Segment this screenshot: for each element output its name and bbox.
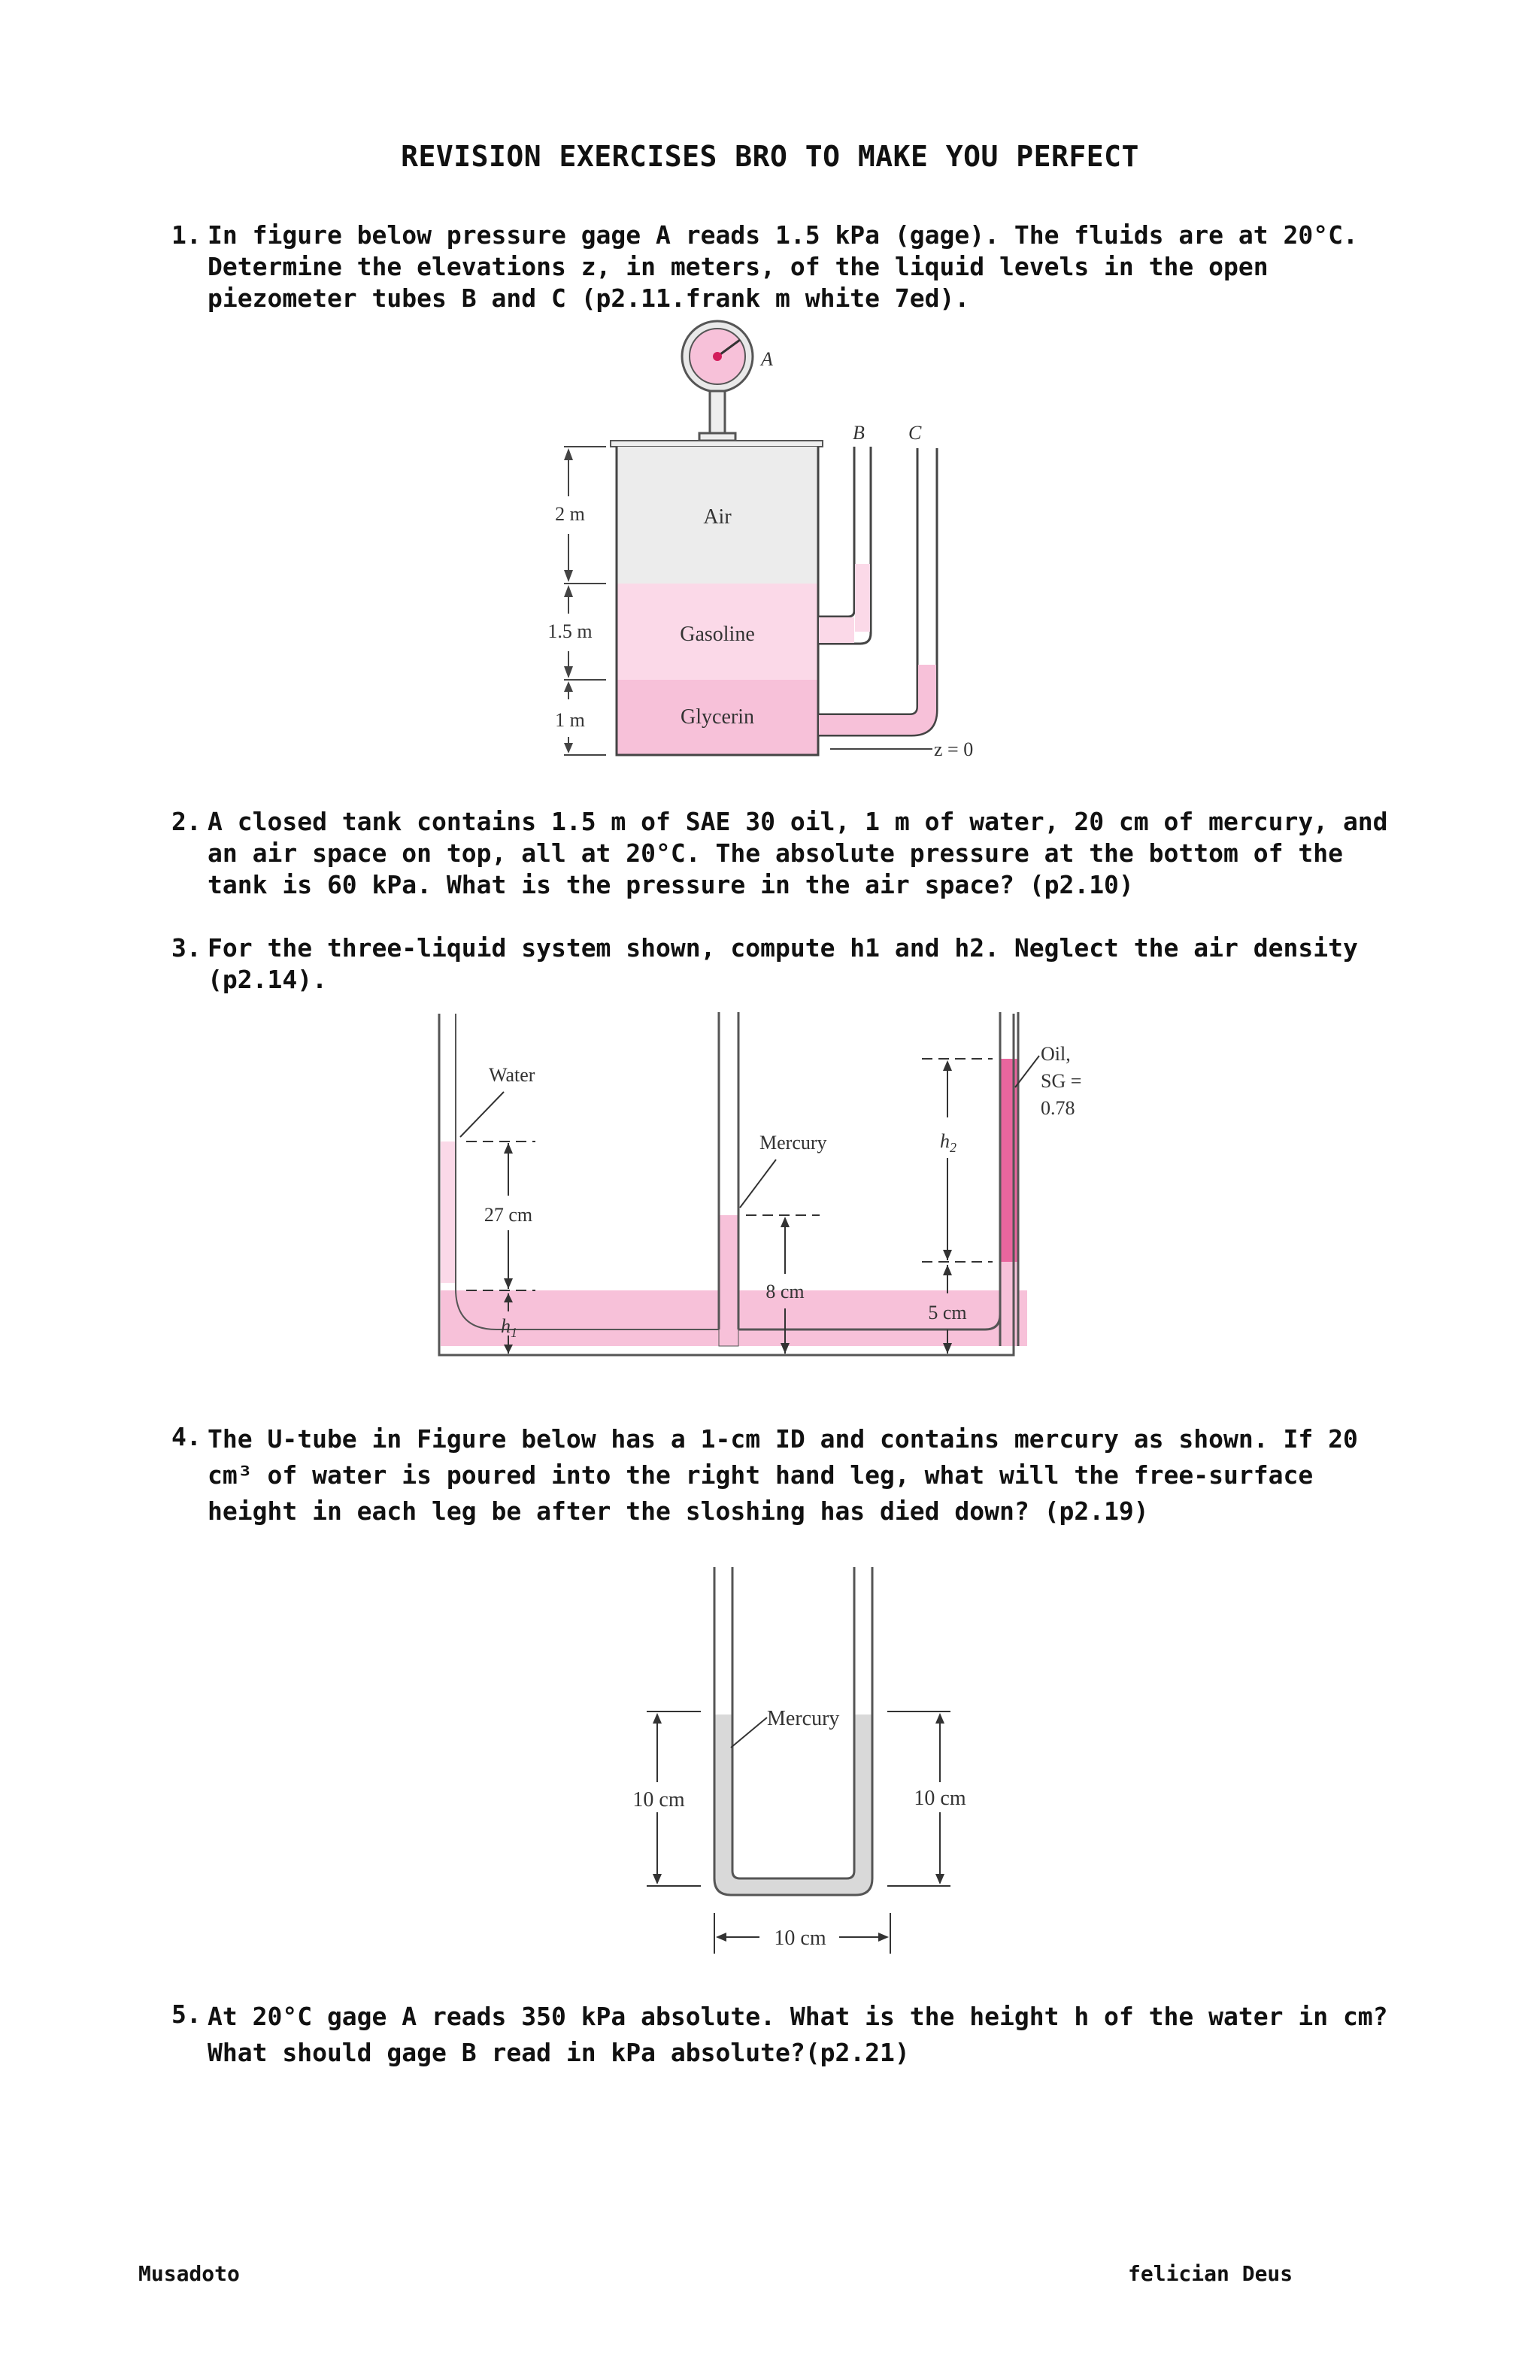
gasoline-label: Gasoline [680,623,755,646]
question-line: For the three-liquid system shown, compute h1 and h2. Neglect the air density [208,933,1358,963]
air-label: Air [703,505,732,529]
question-3 [171,932,1390,996]
question-line: tank is 60 kPa. What is the pressure in the air space? (p2.10) [208,870,1134,899]
question-number: 4. [171,1422,202,1451]
footer-right: felician Deus [1128,2261,1293,2286]
question-2 [171,806,1390,901]
bottom-dim: 10 cm [774,1927,826,1950]
question-1 [171,220,1390,314]
h1-label: $h_1$ [501,1315,517,1340]
question-line: In figure below pressure gage A reads 1.5 kPa (gage). The fluids are at 20°C. [208,220,1358,250]
question-4 [171,1421,1390,1530]
datum-label: z = 0 [934,738,974,760]
question-number: 1. [171,220,202,250]
figure-u-tube [617,1564,1008,1963]
question-number: 5. [171,2000,202,2029]
dim-5cm: 5 cm [928,1302,967,1323]
dim-1-5m: 1.5 m [547,620,593,642]
question-line: What should gage B read in kPa absolute?(p2.21) [208,2038,910,2067]
dim-8cm: 8 cm [765,1281,805,1302]
oil-label-1: Oil, [1041,1043,1071,1065]
footer-left: Musadoto [138,2261,240,2286]
question-line: height in each leg be after the sloshing has died down? (p2.19) [208,1496,1149,1526]
dim-2m: 2 m [555,503,585,525]
mercury-label: Mercury [759,1132,827,1154]
question-line: cm³ of water is poured into the right hand leg, what will the free-surface [208,1460,1314,1490]
left-dim: 10 cm [632,1788,685,1812]
mercury-label: Mercury [767,1707,840,1730]
question-line: (p2.14). [208,965,327,994]
glycerin-label: Glycerin [681,705,754,729]
question-number: 3. [171,933,202,963]
question-number: 2. [171,807,202,836]
question-line: A closed tank contains 1.5 m of SAE 30 oil, 1 m of water, 20 cm of mercury, and [208,807,1388,836]
dim-1m: 1 m [555,709,585,731]
dim-27cm: 27 cm [484,1204,533,1226]
question-line: At 20°C gage A reads 350 kPa absolute. What is the height h of the water in cm? [208,2002,1388,2031]
gage-label: A [761,348,773,370]
water-label: Water [489,1064,535,1086]
figure-tank-piezometers [526,316,1008,775]
right-dim: 10 cm [914,1787,966,1810]
question-5 [171,1999,1390,2071]
page-title: REVISION EXERCISES BRO TO MAKE YOU PERFECT [401,140,1139,173]
h2-label: $h_2$ [940,1130,956,1155]
question-line: piezometer tubes B and C (p2.11.frank m white 7ed). [208,283,970,313]
question-line: The U-tube in Figure below has a 1-cm ID and contains mercury as shown. If 20 [208,1424,1358,1454]
tube-c-label: C [908,422,922,444]
figure-three-liquid [421,1000,1082,1399]
question-line: an air space on top, all at 20°C. The absolute pressure at the bottom of the [208,838,1343,868]
question-line: Determine the elevations z, in meters, of the liquid levels in the open [208,252,1269,281]
tube-b-label: B [853,422,865,444]
oil-label-3: 0.78 [1041,1097,1075,1119]
oil-label-2: SG = [1041,1070,1082,1092]
